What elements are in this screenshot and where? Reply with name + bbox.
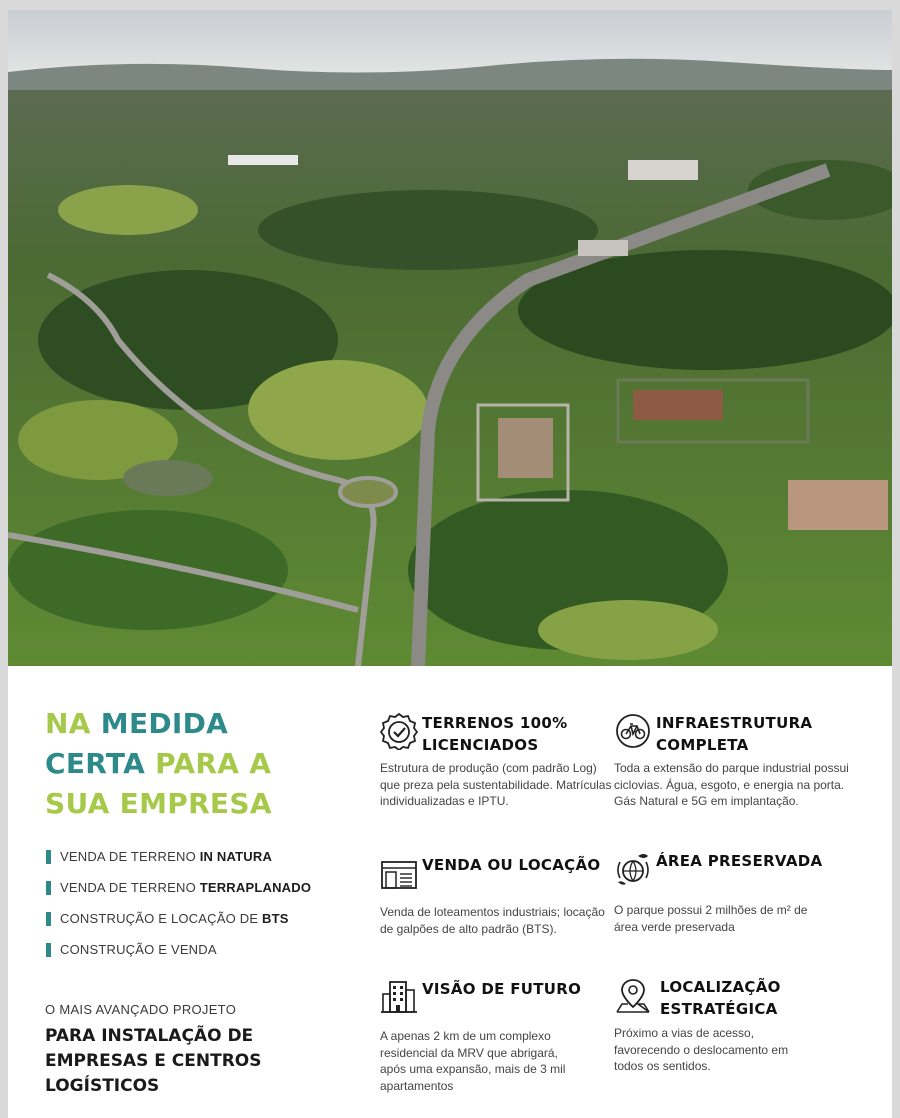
bullet-bar xyxy=(46,912,51,926)
bullet-bold: TERRAPLANADO xyxy=(199,880,312,895)
feature-description: Toda a extensão do parque industrial possui ciclovias. Água, esgoto, e energia na porta. Gás Natural e 5G em implantação. xyxy=(614,761,849,808)
headline-word: CERTA xyxy=(45,747,146,780)
brochure-page xyxy=(8,10,892,1118)
bullet-bold: IN NATURA xyxy=(199,849,273,864)
eco-globe-icon xyxy=(614,850,652,888)
list-item xyxy=(45,848,365,879)
feature-title: TERRENOS 100% LICENCIADOS xyxy=(422,714,568,754)
headline-word: PARA A xyxy=(155,747,272,780)
feature-title: VISÃO DE FUTURO xyxy=(422,980,582,998)
map-pin-icon xyxy=(614,976,652,1014)
tagline-bold: PARA INSTALAÇÃO DE EMPRESAS E CENTROS LOGÍSTICOS xyxy=(45,1026,262,1096)
bullet-text: VENDA DE TERRENO xyxy=(60,880,200,895)
warehouse-icon xyxy=(380,854,418,892)
services-list xyxy=(45,848,365,972)
bullet-text: VENDA DE TERRENO xyxy=(60,849,200,864)
bullet-bar xyxy=(46,881,51,895)
list-item xyxy=(45,910,365,941)
list-item xyxy=(45,941,365,972)
bullet-text: CONSTRUÇÃO E VENDA xyxy=(60,942,217,957)
buildings-icon xyxy=(380,978,418,1016)
tagline: O MAIS AVANÇADO PROJETO xyxy=(45,1002,237,1017)
aerial-photo xyxy=(8,10,892,666)
feature-description: Venda de loteamentos industriais; locação de galpões de alto padrão (BTS). xyxy=(380,905,605,936)
feature-description: A apenas 2 km de um complexo residencial da MRV que abrigará, após uma expansão, mais de 3 mil apartamentos xyxy=(380,1029,566,1093)
bullet-bar xyxy=(46,850,51,864)
feature-title: INFRAESTRUTURA COMPLETA xyxy=(656,714,813,754)
headline-word: MEDIDA xyxy=(100,707,229,740)
feature-description: O parque possui 2 milhões de m² de área verde preservada xyxy=(614,903,808,934)
content-section xyxy=(8,666,892,1118)
feature-title: ÁREA PRESERVADA xyxy=(656,852,823,870)
feature-title: LOCALIZAÇÃO ESTRATÉGICA xyxy=(660,978,781,1018)
bullet-bar xyxy=(46,943,51,957)
feature-description: Próximo a vias de acesso, favorecendo o deslocamento em todos os sentidos. xyxy=(614,1026,789,1073)
headline-word: NA xyxy=(45,707,91,740)
bullet-bold: BTS xyxy=(262,911,289,926)
certified-badge-icon xyxy=(380,712,418,750)
feature-title: VENDA OU LOCAÇÃO xyxy=(422,856,601,874)
list-item xyxy=(45,879,365,910)
feature-description: Estrutura de produção (com padrão Log) que preza pela sustentabilidade. Matrículas individualizadas e IPTU. xyxy=(380,761,612,808)
bicycle-icon xyxy=(614,712,652,750)
bullet-text: CONSTRUÇÃO E LOCAÇÃO DE xyxy=(60,911,262,926)
headline xyxy=(45,704,345,824)
headline-word: SUA EMPRESA xyxy=(45,787,272,820)
